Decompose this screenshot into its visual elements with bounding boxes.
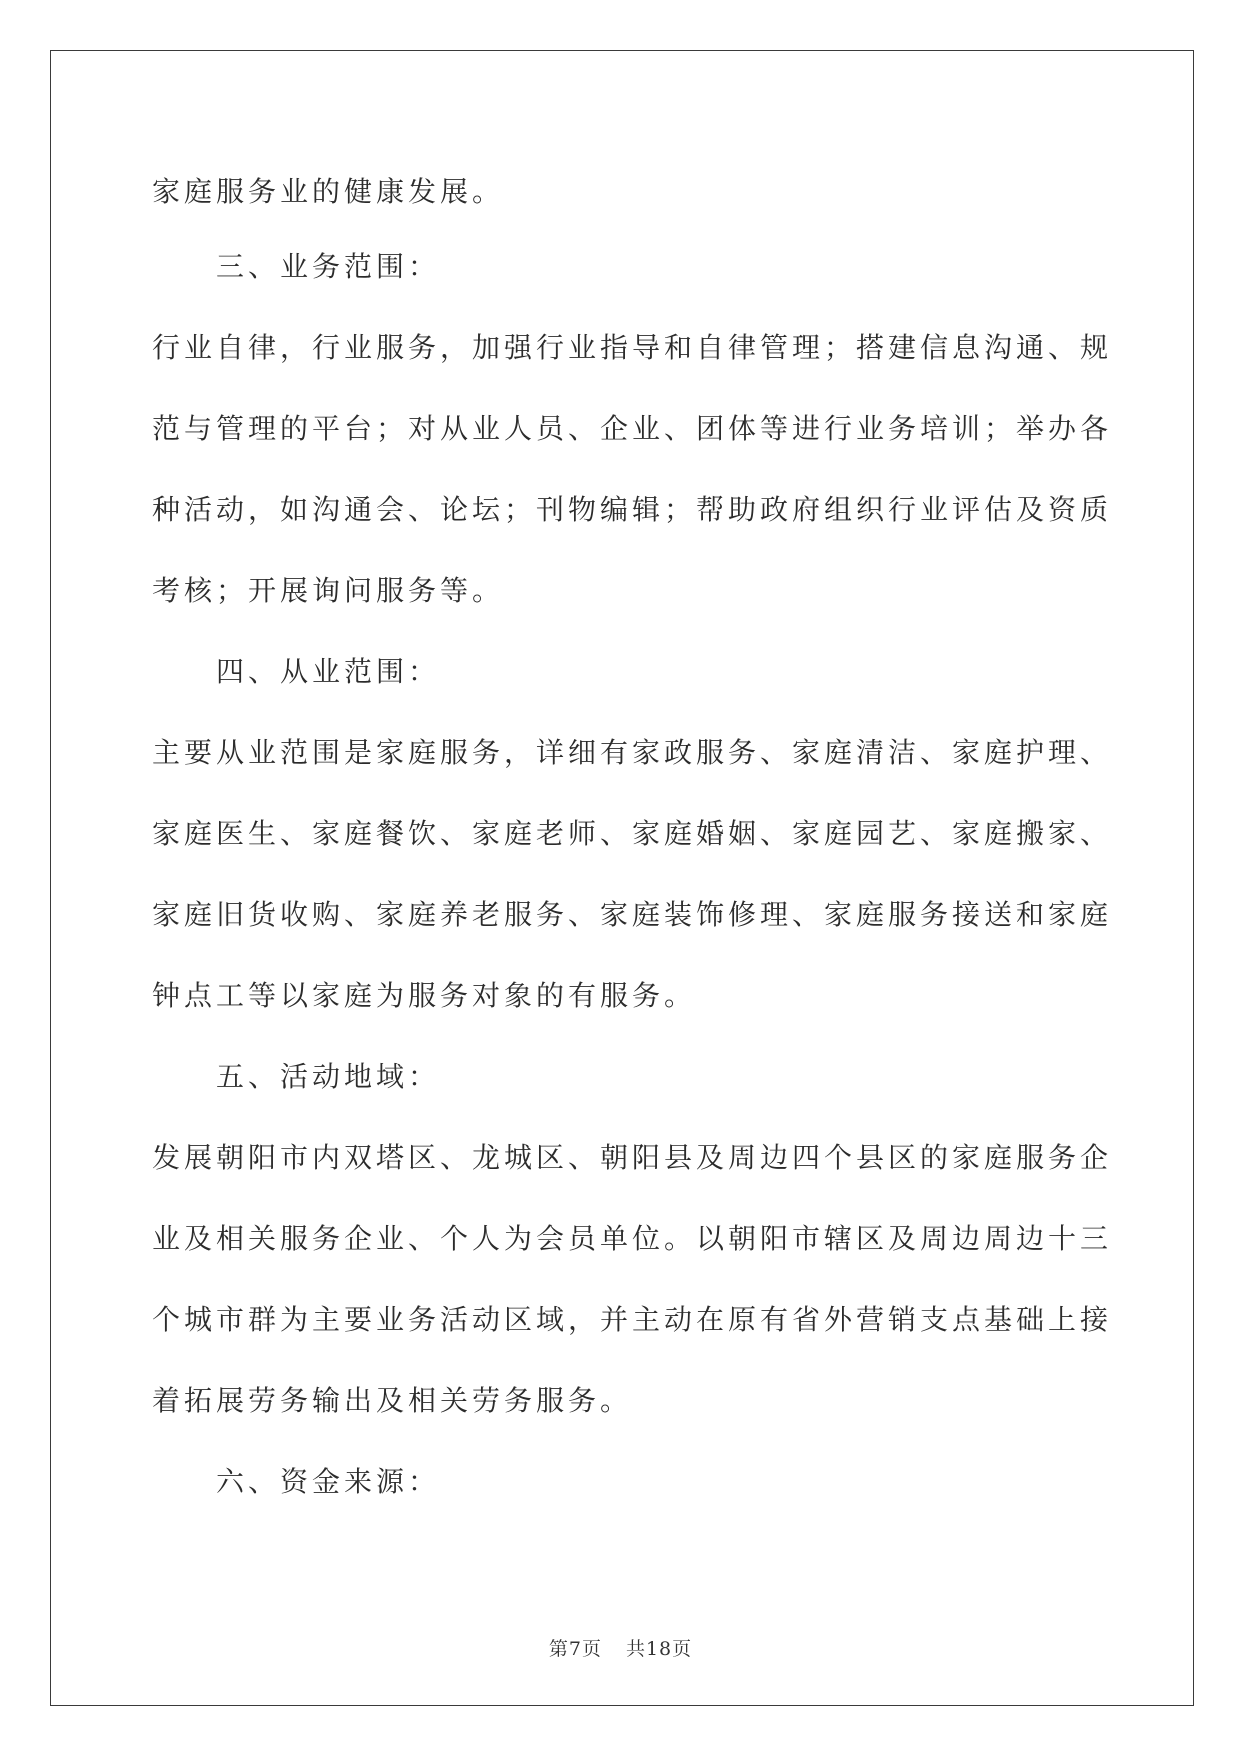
text-line: 钟点工等以家庭为服务对象的有服务。 [152,979,697,1012]
page-total: 共18页 [625,1638,693,1660]
text-line: 家庭服务业的健康发展。 [152,175,505,208]
page-footer [0,1634,1241,1661]
page-number: 第7页 [548,1638,602,1660]
text-line: 种活动，如沟通会、论坛；刊物编辑；帮助政府组织行业评估及资质 [152,493,1113,526]
section-heading-business-scope: 三、业务范围： [216,250,441,283]
text-line: 业及相关服务企业、个人为会员单位。以朝阳市辖区及周边周边十三 [152,1222,1113,1255]
text-line: 行业自律，行业服务，加强行业指导和自律管理；搭建信息沟通、规 [152,331,1113,364]
text-line: 发展朝阳市内双塔区、龙城区、朝阳县及周边四个县区的家庭服务企 [152,1141,1113,1174]
text-line: 家庭旧货收购、家庭养老服务、家庭装饰修理、家庭服务接送和家庭 [152,898,1113,931]
text-line: 个城市群为主要业务活动区域，并主动在原有省外营销支点基础上接 [152,1303,1113,1336]
section-heading-practice-scope: 四、从业范围： [216,655,441,688]
document-body [152,158,1113,1522]
section-heading-activity-region: 五、活动地域： [216,1060,441,1093]
text-line: 考核；开展询问服务等。 [152,574,505,607]
text-line: 着拓展劳务输出及相关劳务服务。 [152,1384,633,1417]
text-line: 范与管理的平台；对从业人员、企业、团体等进行业务培训；举办各 [152,412,1113,445]
text-line: 家庭医生、家庭餐饮、家庭老师、家庭婚姻、家庭园艺、家庭搬家、 [152,817,1113,850]
section-heading-funding-source: 六、资金来源： [216,1465,441,1498]
text-line: 主要从业范围是家庭服务，详细有家政服务、家庭清洁、家庭护理、 [152,736,1113,769]
